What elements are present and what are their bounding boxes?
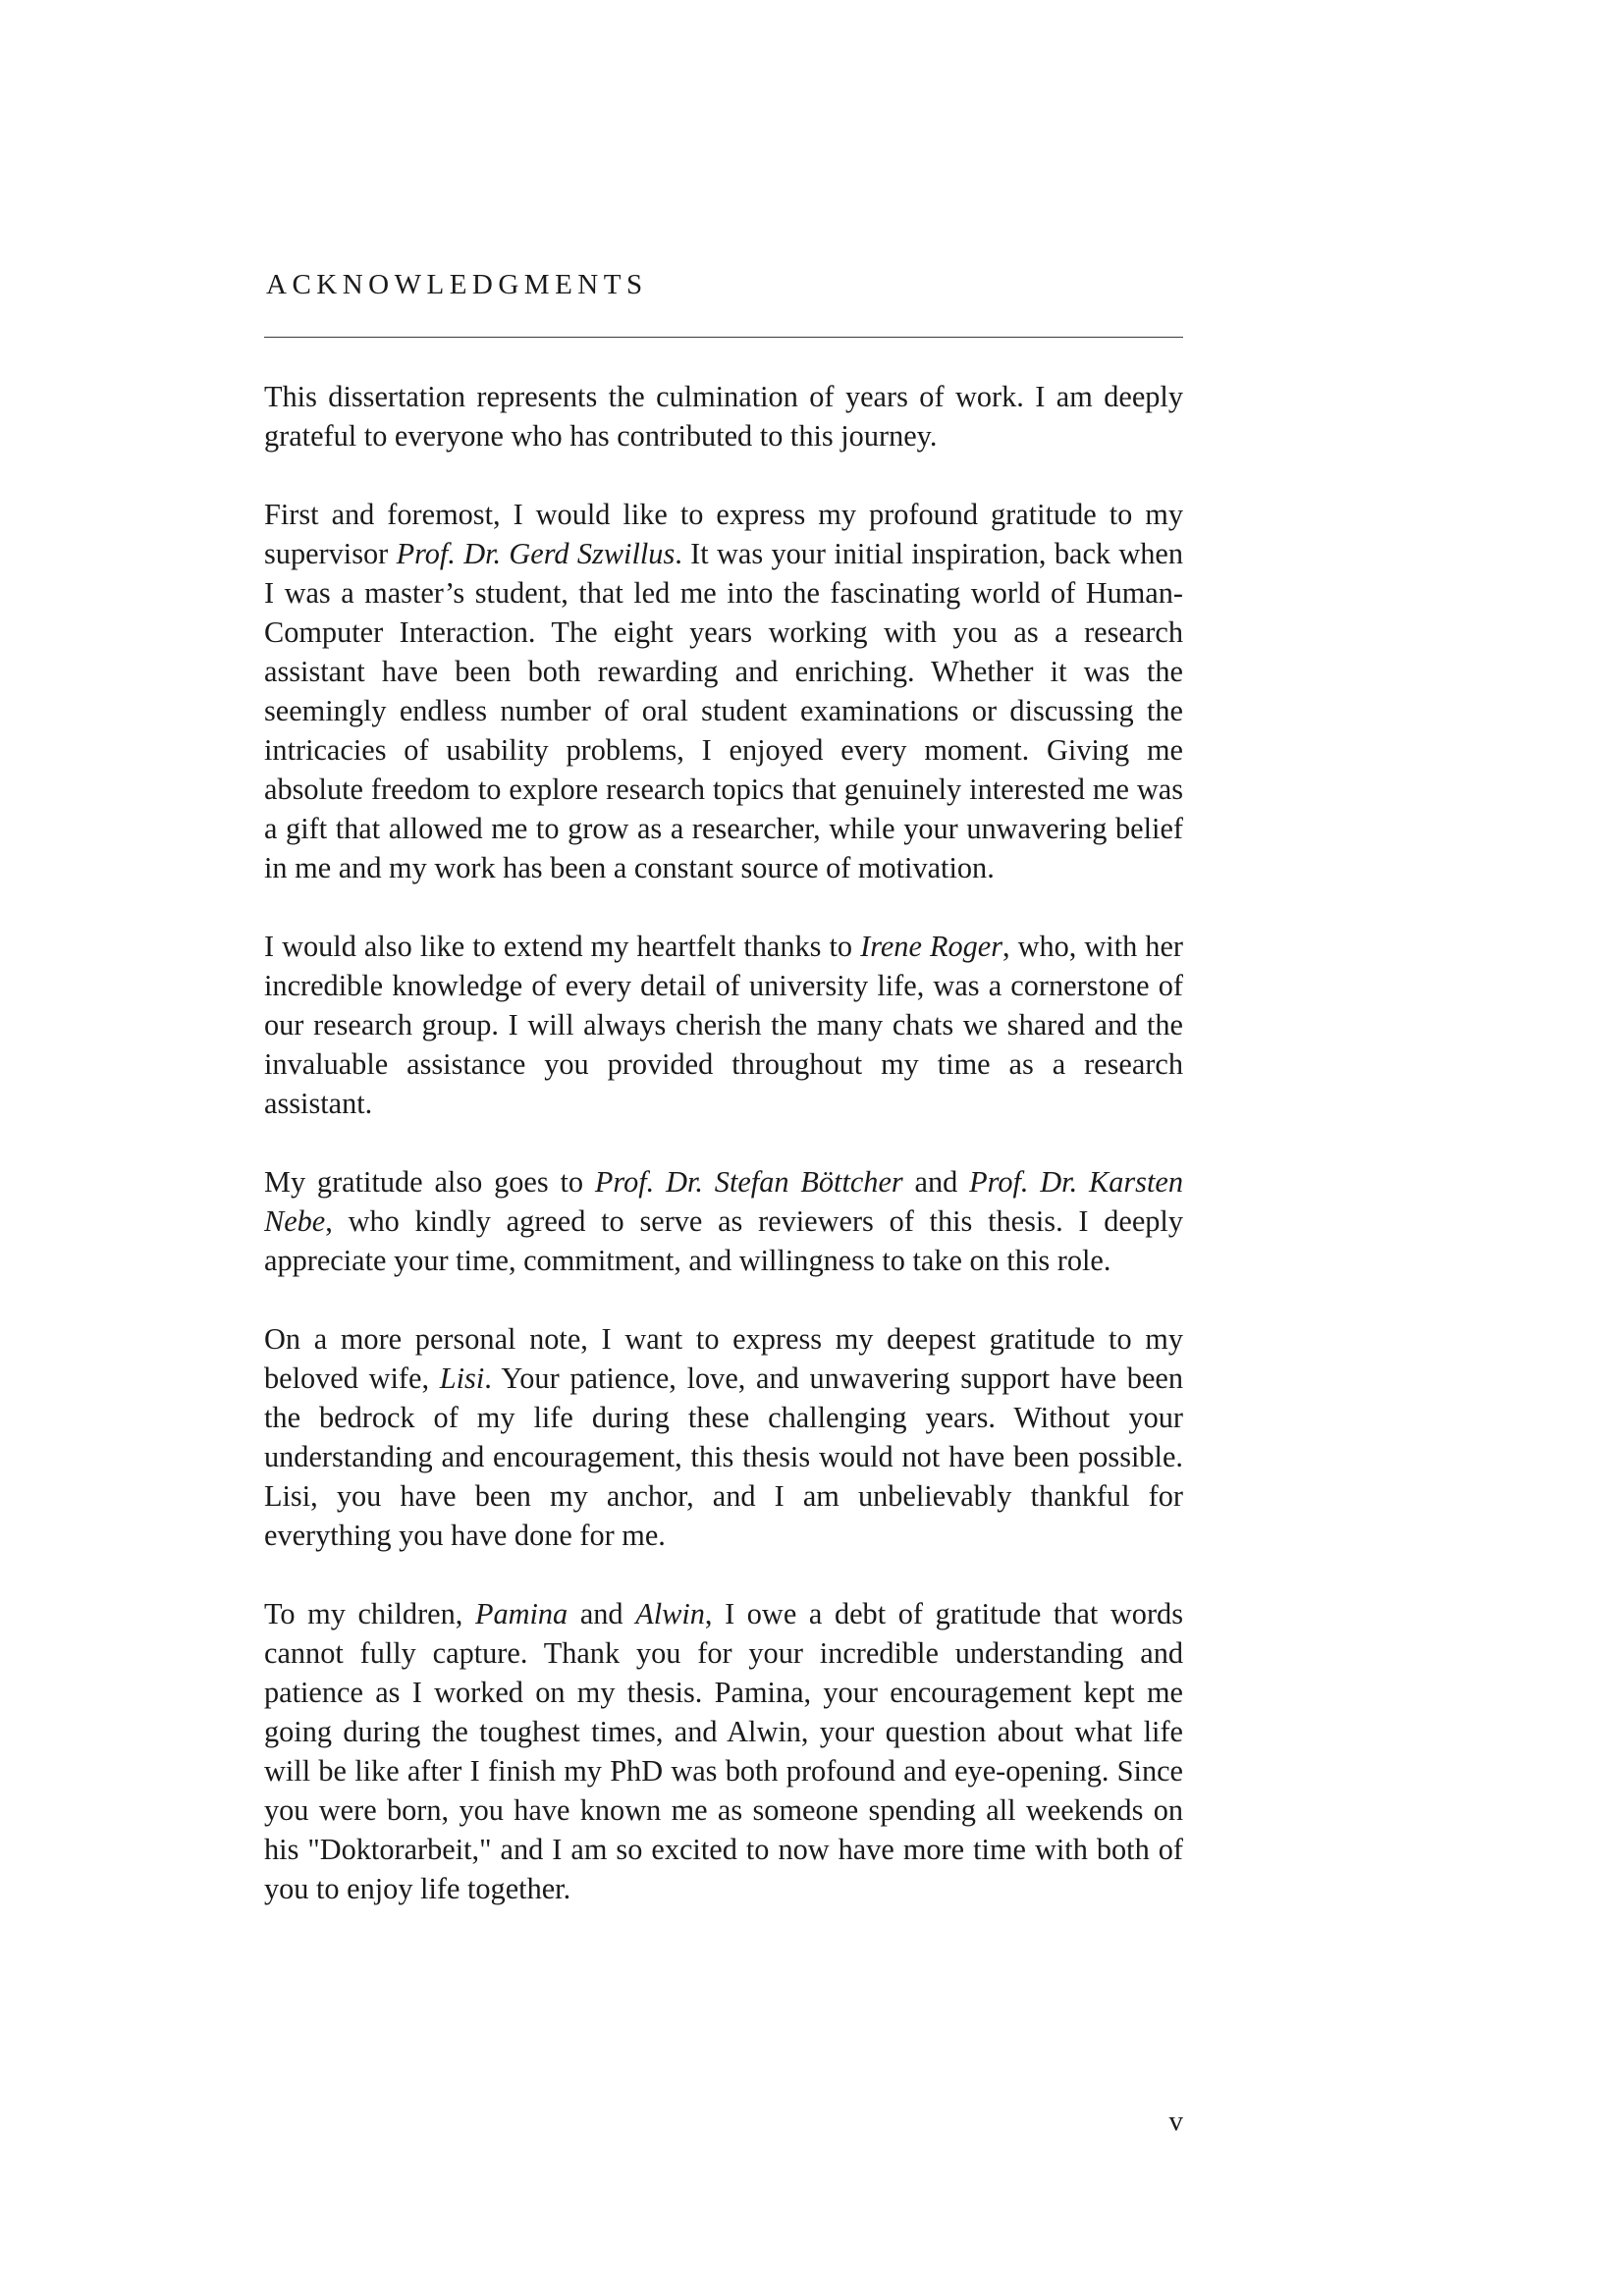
paragraph-text: . Your patience, love, and unwavering support have been the bedrock of my life during these challenging years. Without your understanding and encouragement, this thesis would not have been possible. Lisi, you have been my anchor, and I am unbelievably thankful for everything you have done for me. (264, 1362, 1183, 1552)
paragraph-reviewers (264, 1162, 1183, 1280)
chapter-heading: ACKNOWLEDGMENTS (266, 269, 648, 300)
paragraph-secretary (264, 927, 1183, 1123)
paragraph-supervisor (264, 495, 1183, 887)
paragraph-text: and (902, 1165, 970, 1199)
paragraph-text: , who kindly agreed to serve as reviewers of this thesis. I deeply appreciate your time, commitment, and willingness to take on this role. (264, 1204, 1183, 1277)
page-number: v (1168, 2106, 1183, 2137)
paragraph-wife (264, 1319, 1183, 1555)
person-name: Pamina (474, 1597, 568, 1630)
paragraph-text: My gratitude also goes to (264, 1165, 595, 1199)
person-name: Lisi (439, 1362, 485, 1395)
paragraph-children (264, 1594, 1183, 1908)
heading-rule (264, 337, 1183, 338)
body-text (264, 377, 1183, 1908)
person-name: Prof. Dr. Gerd Szwillus (396, 537, 676, 570)
paragraph-text: This dissertation represents the culmination of years of work. I am deeply grateful to everyone who has contributed to this journey. (264, 380, 1183, 453)
paragraph-text: On a more personal note, I want to express my deepest gratitude to my beloved wife, (264, 1322, 1183, 1395)
person-name: Irene Roger (860, 930, 1002, 963)
paragraph-text: I would also like to extend my heartfelt thanks to (264, 930, 861, 963)
paragraph-text: . It was your initial inspiration, back when I was a master’s student, that led me into the fascinating world of Human-Computer Interaction. The eight years working with you as a research assistant have been both rewarding and enriching. Whether it was the seemingly endless number of oral student examinations or discussing the intricacies of usability problems, I enjoyed every moment. Giving me absolute freedom to explore research topics that genuinely interested me was a gift that allowed me to grow as a researcher, while your unwavering belief in me and my work has been a constant source of motivation. (264, 537, 1183, 884)
person-name: Alwin (635, 1597, 705, 1630)
paragraph-text: , who, with her incredible knowledge of every detail of university life, was a cornerstone of our research group. I will always cherish the many chats we shared and the invaluable assistance you provided throughout my time as a research assistant. (264, 930, 1183, 1120)
paragraph-intro (264, 377, 1183, 455)
paragraph-text: , I owe a debt of gratitude that words cannot fully capture. Thank you for your incredible understanding and patience as I worked on my thesis. Pamina, your encouragement kept me going during the toughest times, and Alwin, your question about what life will be like after I finish my PhD was both profound and eye-opening. Since you were born, you have known me as someone spending all weekends on his "Doktorarbeit," and I am so excited to now have more time with both of you to enjoy life together. (264, 1597, 1183, 1905)
person-name: Prof. Dr. Stefan Böttcher (594, 1165, 903, 1199)
paragraph-text: and (568, 1597, 636, 1630)
document-page (264, 0, 1183, 2296)
paragraph-text: First and foremost, I would like to express my profound gratitude to my supervisor (264, 498, 1183, 570)
paragraph-text: To my children, (264, 1597, 475, 1630)
person-name: Prof. Dr. Karsten Nebe (264, 1165, 1183, 1238)
